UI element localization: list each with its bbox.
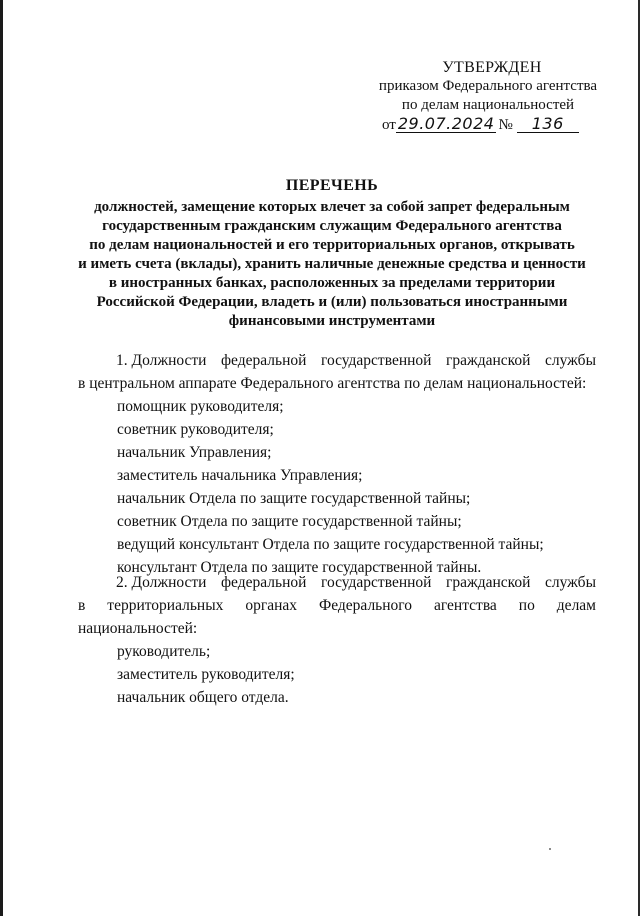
title-line: в иностранных банках, расположенных за пределами территории xyxy=(108,275,556,291)
word: гражданской xyxy=(446,574,531,591)
list-item: начальник Отдела по защите государственной тайны; xyxy=(117,490,471,507)
title-line: и иметь счета (вклады), хранить наличные денежные средства и ценности xyxy=(78,256,586,272)
scan-speck xyxy=(549,848,551,850)
section-1-second-line: в центральном аппарате Федерального агентства по делам национальностей: xyxy=(78,375,587,392)
section-1-intro xyxy=(78,349,596,395)
word: федеральной xyxy=(221,352,307,369)
list-item: начальник Управления; xyxy=(117,444,272,461)
word: гражданской xyxy=(446,352,531,369)
title-line: государственным гражданским служащим Федерального агентства xyxy=(102,218,562,234)
approval-heading: УТВЕРЖДЕН xyxy=(442,59,542,76)
title-line: должностей, замещение которых влечет за собой запрет федеральным xyxy=(94,199,570,215)
list-item: ведущий консультант Отдела по защите государственной тайны; xyxy=(117,536,544,553)
list-item: заместитель начальника Управления; xyxy=(117,467,363,484)
word: службы xyxy=(545,574,596,591)
list-item: начальник общего отдела. xyxy=(117,689,289,706)
approval-line-2: по делам национальностей xyxy=(401,97,575,113)
word: 2. Должности xyxy=(116,574,207,591)
scan-edge-left xyxy=(0,0,3,916)
section-2-first-line xyxy=(78,571,596,594)
date-prefix: от xyxy=(382,117,396,133)
section-1 xyxy=(78,349,596,579)
word: государственной xyxy=(320,574,432,591)
handwritten-number: 136 xyxy=(517,116,579,133)
title-subtitle xyxy=(60,198,604,331)
title-line: финансовыми инструментами xyxy=(228,313,436,329)
list-item: советник руководителя; xyxy=(117,421,274,438)
title-heading: ПЕРЕЧЕНЬ xyxy=(285,177,379,194)
list-item: помощник руководителя; xyxy=(117,398,284,415)
number-sign: № xyxy=(498,117,513,133)
order-date-number xyxy=(368,116,608,138)
title-line: Российской Федерации, владеть и (или) пользоваться иностранными xyxy=(96,294,568,310)
list-item: руководитель; xyxy=(117,643,211,660)
approval-block xyxy=(368,58,608,138)
list-item: заместитель руководителя; xyxy=(117,666,295,683)
word: службы xyxy=(545,352,596,369)
title-line: по делам национальностей и его территориальных органов, открывать xyxy=(89,237,575,253)
list-item: консультант Отдела по защите государственной тайны. xyxy=(117,559,482,576)
section-1-first-line xyxy=(78,349,596,372)
document-title xyxy=(60,176,604,331)
word: 1. Должности xyxy=(116,352,207,369)
section-2-second-line: в территориальных органах Федерального агентства по делам национальностей: xyxy=(78,597,596,637)
word: федеральной xyxy=(221,574,307,591)
word: государственной xyxy=(320,352,432,369)
section-2 xyxy=(78,571,596,709)
handwritten-date: 29.07.2024 xyxy=(397,114,495,133)
section-2-intro xyxy=(78,571,596,640)
list-item: советник Отдела по защите государственной тайны; xyxy=(117,513,462,530)
approval-line-1: приказом Федерального агентства xyxy=(378,78,598,94)
